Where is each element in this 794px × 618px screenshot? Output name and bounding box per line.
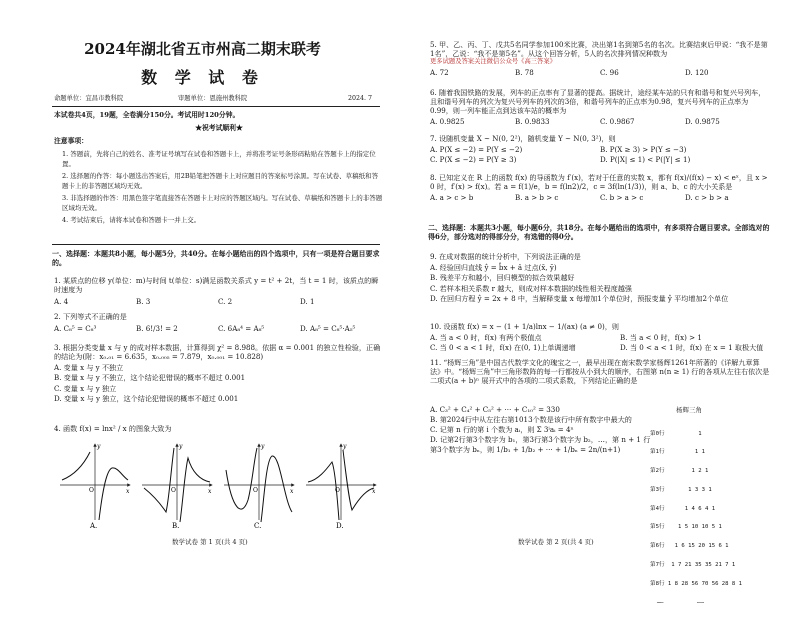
triangle-row: 第2行 1 2 1 [650, 468, 709, 474]
option-d: D. P(|X| ≤ 1) < P(|Y| ≤ 1) [600, 155, 691, 165]
review-unit: 审题单位：恩施州教科院 [178, 95, 248, 102]
question-stem: 1. 某质点的位移 y(单位：m)与时间 t(单位：s)满足函数关系式 y = t² + 2t，当 t = 1 时，该质点的瞬时速度为 [54, 276, 379, 295]
option-c: C. 6A₈⁴ = A₈⁵ [218, 324, 265, 334]
option-list [54, 363, 384, 404]
option-c: C. b > a > c [600, 193, 644, 203]
axis-x-label: x [126, 488, 130, 495]
question-stem: 7. 设随机变量 X ~ N(0, 2²)，随机变量 Y ~ N(0, 3²)，则 [430, 134, 616, 143]
option-row [430, 145, 770, 166]
option-row [430, 333, 770, 354]
option-a: A. 变量 x 与 y 不独立 [54, 363, 124, 373]
option-d: D. 记第2行第3个数字为 b₁，第3行第3个数字为 b₂，…，第 n + 1 行第3个数字为 bₙ，则 1/b₁ + 1/b₂ + ⋯ + 1/bₙ = 2n/(n+1) [430, 435, 651, 455]
option-d: D. 当 0 < a < 1 时，f(x) 在 x = 1 取极大值 [620, 343, 764, 353]
option-a: A. P(X ≤ −2) = P(Y ≤ −2) [430, 145, 523, 155]
option-b: B. 3 [136, 297, 151, 307]
notice-list [62, 149, 384, 225]
question-stem: 11. “杨辉三角”是中国古代数学文化的瑰宝之一，最早出现在南宋数学家杨辉1261年所著的《详解九章算法》中。“杨辉三角”中三角形数阵的每一行都按从小到大的顺序，右图第 n(n ≥ 1) 行的各项从左往右依次是二项式(a + b)ⁿ 展开式中的各项的二项式系数，下列结论正确的是 [430, 358, 770, 386]
notice-heading: 注意事项： [54, 137, 88, 145]
question-7 [430, 134, 770, 166]
question-6 [430, 88, 770, 126]
option-d: D. 1 [300, 297, 315, 307]
section-2-heading: 二、选择题：本题共3小题，每小题6分，共18分。在每小题给出的选项中，有多项符合题目要求。全部选对的得6分，部分选对的得部分分，有选错的得0分。 [428, 223, 770, 241]
option-b: B. P(X ≥ 3) > P(Y ≤ −3) [600, 145, 687, 155]
question-stem: 4. 函数 f(x) = lnx² / x 的图象大致为 [54, 424, 172, 433]
option-d: D. c > b > a [685, 193, 729, 203]
question-3 [54, 343, 384, 404]
option-c: C. 记第 n 行的第 i 个数为 aᵢ，则 Σ 3ⁱaᵢ = 4ⁿ [430, 425, 574, 435]
question-9 [430, 252, 770, 304]
page-1-footer: 数学试卷 第 1 页(共 4 页) [172, 538, 248, 546]
question-stem: 8. 已知定义在 R 上的函数 f(x) 的导函数为 f′(x)，若对于任意的实数 x，都有 f(x)/(f(x) − x) < eˣ，且 x > 0 时，f′(x) > f(x)。若 a = f(1)/e，b = f(ln2)/2，c = 3f(ln(1/3))，则 a、b、c 的大小关系是 [430, 173, 768, 192]
option-c: C. P(X ≤ −2) = P(Y ≥ 3) [430, 155, 517, 165]
origin-label: O [253, 487, 258, 494]
exam-overview: 本试卷共4页，19题，全卷满分150分。考试用时120分钟。 [54, 111, 240, 119]
graph-c [224, 443, 294, 530]
option-a: A. 72 [430, 68, 449, 78]
option-d: D. 120 [685, 68, 709, 78]
subject-title: 数 学 试 卷 [141, 68, 264, 87]
header-rule [52, 106, 380, 107]
triangle-row: 第8行 1 8 28 56 70 56 28 8 1 [650, 580, 743, 587]
exam-title: 2024年湖北省五市州高二期末联考 [84, 40, 321, 58]
origin-label: O [335, 487, 340, 494]
question-stem: 3. 根据分类变量 x 与 y 的成对样本数据，计算得到 χ² = 8.988。依据 α = 0.001 的独立性检验，正确的结论为(附：x₀.₀₁ = 6.635，x₀.₀₀₅ = 7.879，x₀.₀₀₁ = 10.828) [54, 343, 381, 362]
option-d: D. 变量 x 与 y 独立，这个结论犯错误的概率不超过 0.001 [54, 394, 239, 403]
option-c: C. 2 [218, 297, 233, 307]
option-a: A. a > c > b [430, 193, 474, 203]
question-4 [54, 424, 384, 433]
question-11-options [430, 405, 652, 455]
graph-options [60, 440, 385, 530]
notice-rule [52, 244, 380, 245]
question-8 [430, 173, 770, 202]
good-luck-line: ★祝考试顺利★ [195, 124, 243, 132]
notice-item: 1. 答题前，先将自己的姓名、准考证号填写在试卷和答题卡上，并将准考证号条形码粘贴在答题卡上的指定位置。 [62, 150, 376, 169]
page-2 [410, 0, 794, 606]
triangle-row: 第3行 1 3 3 1 [650, 486, 712, 493]
axis-x-label: x [290, 488, 294, 495]
option-c: C. 变量 x 与 y 独立 [54, 383, 117, 393]
axis-x-label: x [372, 488, 376, 495]
option-a: A. 4 [54, 297, 69, 307]
option-c: C. 0.9867 [600, 117, 635, 127]
option-b: B. 78 [515, 68, 534, 78]
option-c: C. 若样本相关系数 r 越大，则成对样本数据的线性相关程度越强 [430, 283, 633, 293]
option-a: A. 0.9825 [430, 117, 465, 127]
axis-y-label: y [261, 443, 265, 450]
triangle-row: …… …… [650, 599, 704, 606]
triangle-row: 第5行 1 5 10 10 5 1 [650, 524, 722, 531]
option-d: D. 0.9875 [685, 117, 720, 127]
triangle-row: 第0行 1 [650, 430, 702, 437]
question-11 [430, 358, 770, 385]
option-a: A. C₃² + C₄² + C₅² + ⋯ + C₁₀² = 330 [430, 405, 560, 414]
graph-d [306, 443, 376, 530]
triangle-row: 第6行 1 6 15 20 15 6 1 [650, 543, 729, 549]
graph-label-c: C. [254, 522, 262, 530]
setter-unit: 命题单位：宜昌市教科院 [54, 95, 124, 102]
option-b: B. 第2024行中从左往右第1013个数是该行中所有数字中最大的 [430, 415, 632, 425]
option-c: C. 96 [600, 68, 619, 78]
origin-label: O [89, 487, 94, 494]
graph-b [142, 443, 212, 530]
option-b: B. 残差平方和越小，回归模型的拟合效果越好 [430, 273, 575, 283]
option-d: D. A₈⁵ = C₈⁵·A₅⁵ [300, 324, 356, 334]
graph-svg [60, 440, 385, 530]
question-stem: 6. 随着我国铁路的发展，列车的正点率有了显著的提高。据统计，途经某车站的只有和谐号和复兴号列车，且和谐号列车的列次为复兴号列车的列次的3倍，和谐号列车的正点率为0.98，复兴号列车的正点率为0.99，则一列车能正点到达该车站的概率为 [430, 88, 766, 116]
option-b: B. a > b > c [515, 193, 559, 203]
option-a: A. 当 a < 0 时，f(x) 有两个极值点 [430, 333, 542, 343]
graph-label-b: B. [172, 522, 180, 530]
option-a: A. 经验回归直线 ŷ = b̂x + â 过点(x̄, ȳ) [430, 263, 557, 273]
triangle-row: 第1行 1 1 [650, 449, 705, 456]
exam-date: 2024. 7 [348, 95, 373, 102]
question-stem: 2. 下列等式不正确的是 [54, 312, 127, 321]
axis-x-label: x [208, 488, 212, 495]
triangle-title: 杨辉三角 [676, 406, 702, 414]
option-row [430, 68, 770, 77]
section-1-heading: 一、选择题：本题共8小题，每小题5分，共40分。在每小题给出的四个选项中，只有一项是符合题目要求的。 [52, 249, 380, 267]
option-row [54, 297, 384, 306]
question-10 [430, 322, 770, 354]
option-b: B. 6!/3! = 2 [136, 324, 178, 334]
option-d: D. 在回归方程 ŷ = 2x + 8 中，当解释变量 x 每增加1个单位时，预报变量 ŷ 平均增加2个单位 [430, 293, 729, 303]
origin-label: O [171, 487, 176, 494]
axis-y-label: y [179, 443, 183, 450]
page-2-footer: 数学试卷 第 2 页(共 4 页) [518, 538, 594, 546]
option-row [430, 117, 770, 126]
graph-a [60, 443, 130, 530]
question-stem: 9. 在成对数据的统计分析中，下列说法正确的是 [430, 252, 581, 261]
axis-y-label: y [343, 443, 347, 450]
option-b: B. 当 a < 0 时，f(x) > 1 [620, 333, 702, 343]
option-c: C. 当 0 < a < 1 时，f(x) 在(0, 1)上单调递增 [430, 343, 576, 353]
pascal-triangle [650, 418, 742, 618]
option-row [430, 193, 770, 202]
question-2 [54, 312, 384, 333]
triangle-row: 第7行 1 7 21 35 35 21 7 1 [650, 561, 736, 568]
watermark-text: 更多试题及答案关注微信公众号《高三答案》 [430, 58, 556, 66]
option-list [430, 263, 770, 304]
graph-label-a: A. [90, 522, 98, 530]
notice-item: 3. 非选择题的作答：用黑色签字笔直接答在答题卡上对应的答题区域内。写在试卷、草稿纸和答题卡上的非答题区域均无效。 [62, 194, 383, 213]
notice-item: 2. 选择题的作答：每小题选出答案后，用2B铅笔把答题卡上对应题目的答案标号涂黑。写在试卷、草稿纸和答题卡上的非答题区域均无效。 [62, 172, 379, 191]
option-row [54, 324, 384, 333]
option-b: B. 变量 x 与 y 不独立，这个结论犯错误的概率不超过 0.001 [54, 373, 246, 383]
question-stem: 5. 甲、乙、丙、丁、戊共5名同学参加100米比赛，决出第1名到第5名的名次。比赛结束后甲说：“我不是第1名”，乙说：“我不是第5名”。从这个回答分析，5人的名次排列情况种数为 [430, 40, 768, 59]
question-stem: 10. 设函数 f(x) = x − (1 + 1/a)lnx − 1/(ax) (a ≠ 0)，则 [430, 322, 619, 331]
graph-label-d: D. [336, 522, 344, 530]
option-a: A. C₈⁵ = C₈³ [54, 324, 97, 334]
page-1 [0, 0, 405, 561]
notice-item: 4. 考试结束后，请将本试卷和答题卡一并上交。 [62, 216, 201, 225]
axis-y-label: y [97, 443, 101, 450]
option-b: B. 0.9833 [515, 117, 550, 127]
question-1 [54, 276, 384, 306]
triangle-row: 第4行 1 4 6 4 1 [650, 505, 716, 512]
question-5 [430, 40, 770, 77]
